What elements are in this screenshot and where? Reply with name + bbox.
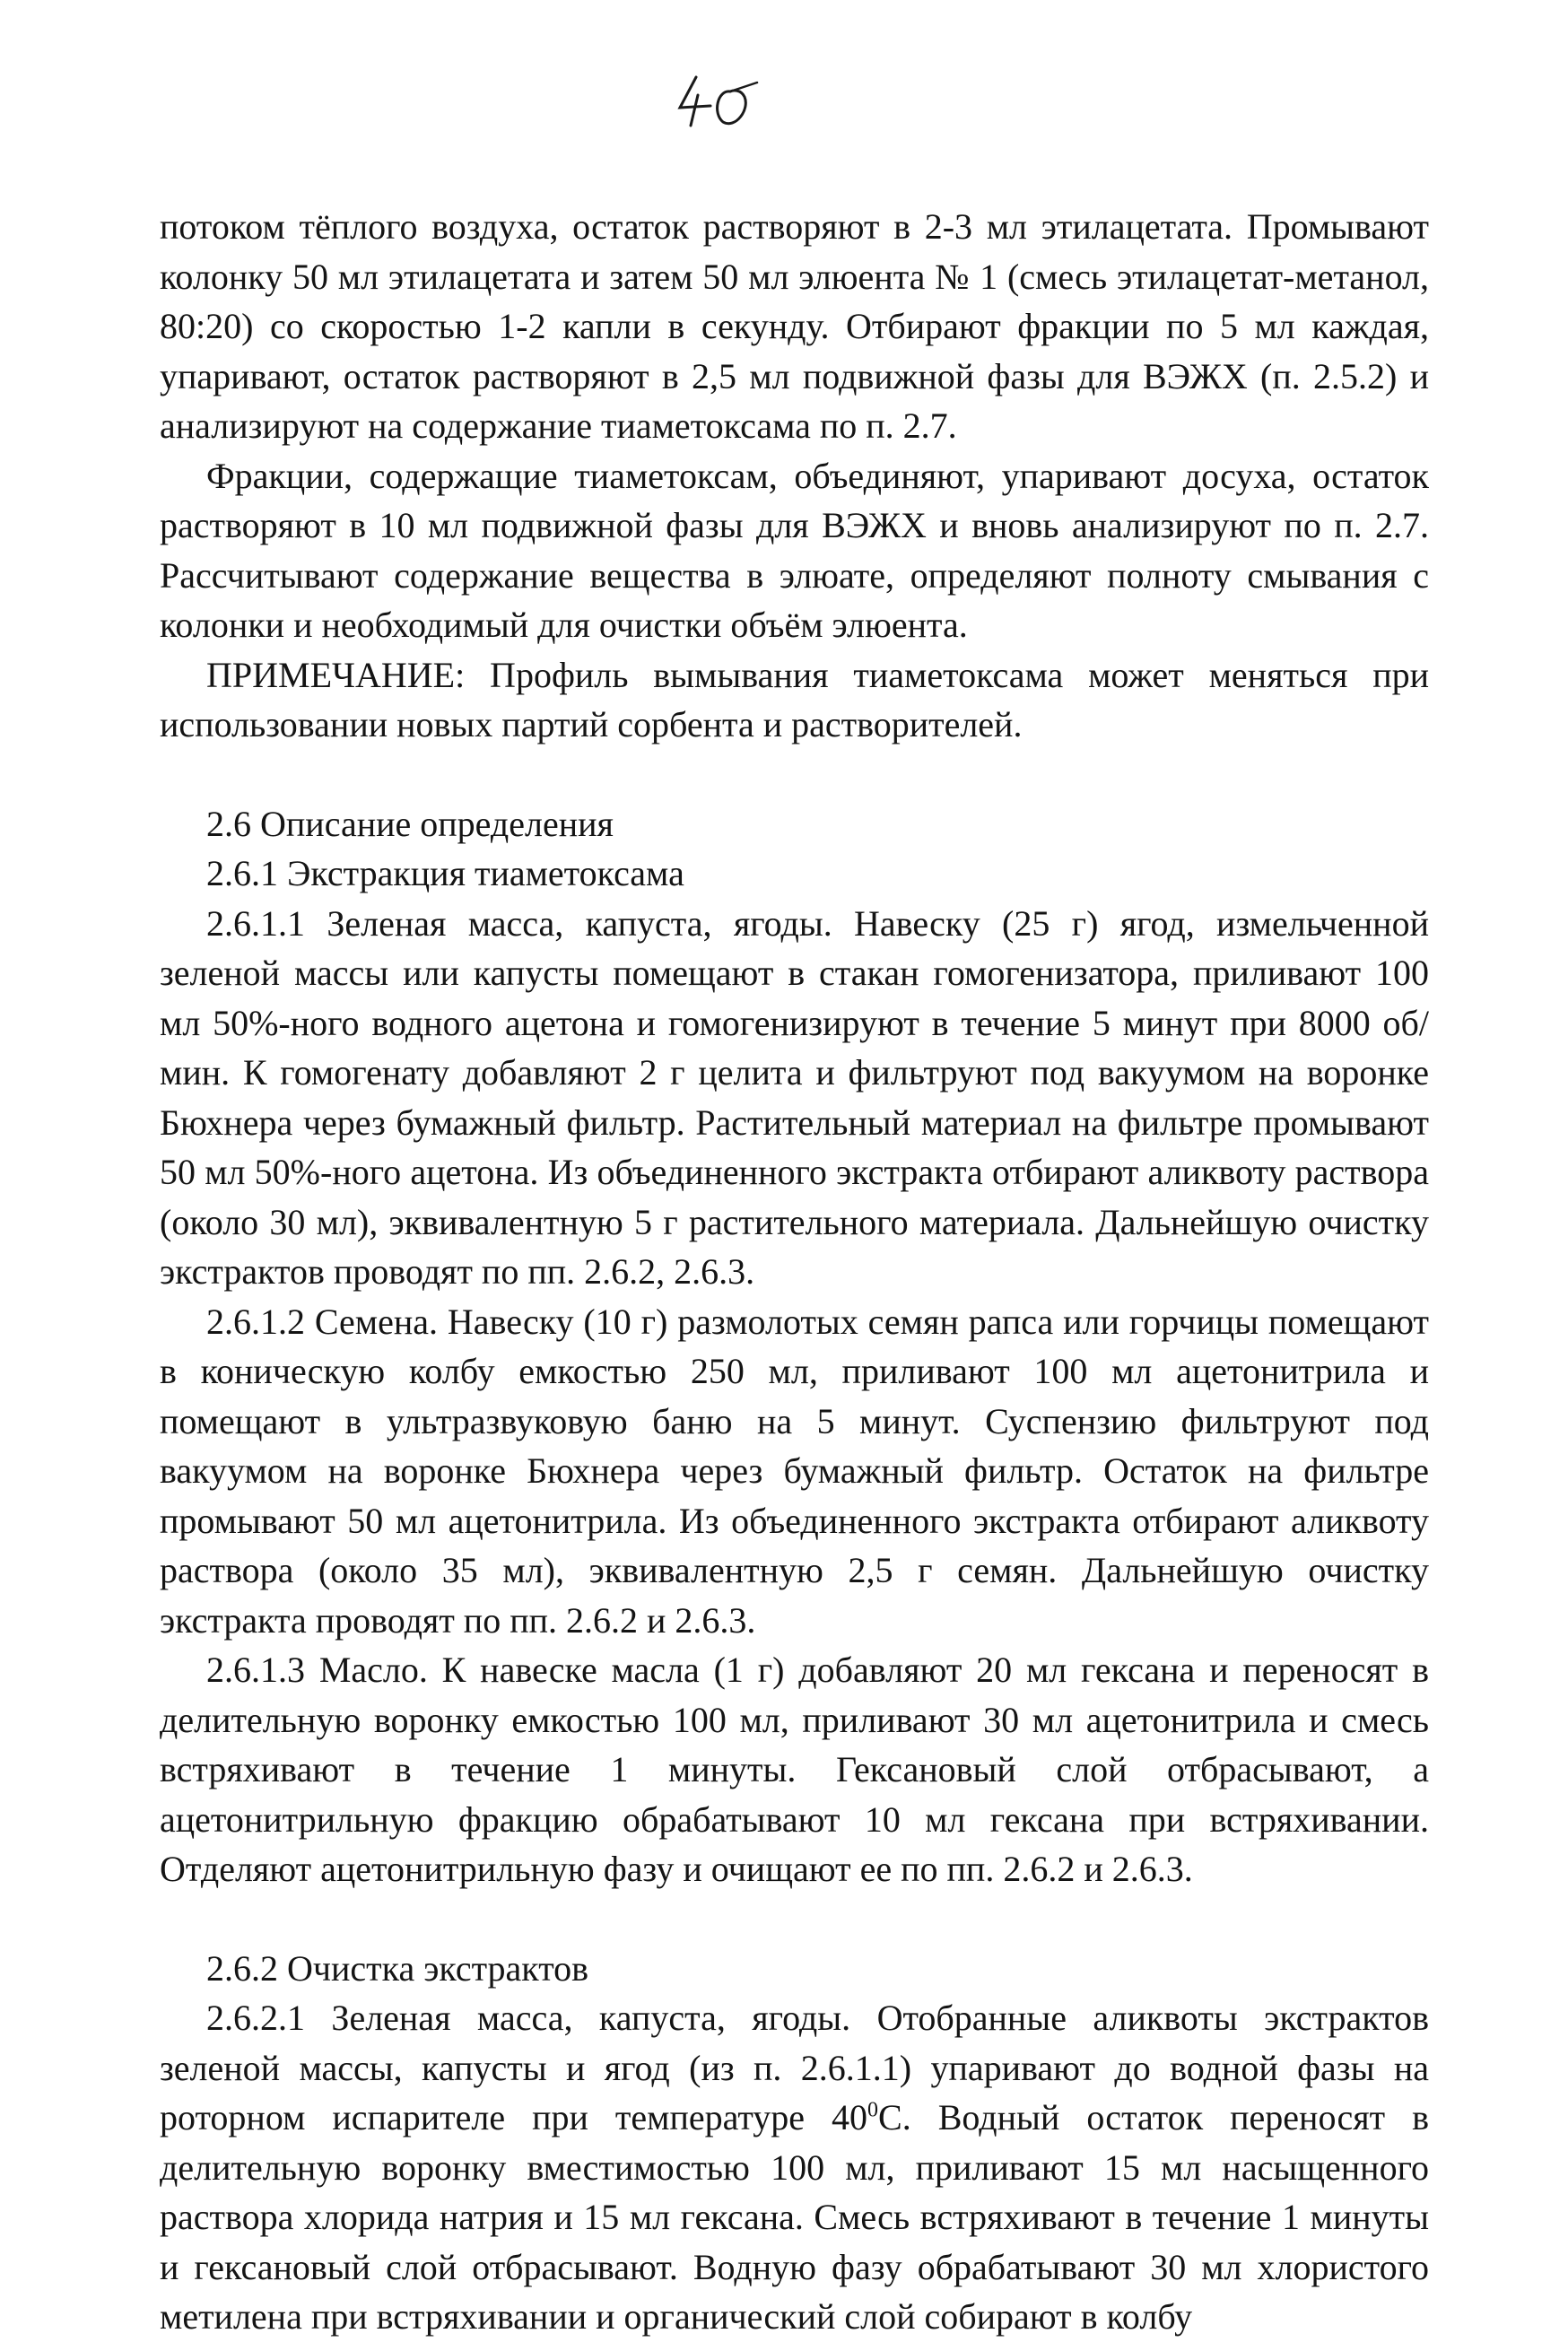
- paragraph-2-6-2-1-part-b: С. Водный остаток переносят в делительную воронку вместимостью 100 мл, приливают 15 мл насыщенного раствора хлорида натрия и 15 мл гексана. Смесь встряхивают в течение 1 минуты и гексановый слой отбрасывают. Водную фазу обрабатывают 30 мл хлористого метилена при встряхивании и органический слой собирают в колбу: [160, 2097, 1429, 2337]
- page-number: [671, 70, 779, 133]
- handwritten-page-number-image: [671, 70, 779, 133]
- section-heading-2-6: 2.6 Описание определения: [206, 803, 614, 844]
- note-paragraph: ПРИМЕЧАНИЕ: Профиль вымывания тиаметоксама может меняться при использовании новых партий сорбента и растворителей.: [160, 654, 1429, 744]
- paragraph-continuation: потоком тёплого воздуха, остаток растворяют в 2-3 мл этилацетата. Промывают колонку 50 мл этилацетата и затем 50 мл элюента № 1 (смесь этилацетат-метанол, 80:20) со скоростью 1-2 капли в секунду. Отбирают фракции по 5 мл каждая, упаривают, остаток растворяют в 2,5 мл подвижной фазы для ВЭЖХ (п. 2.5.2) и анализируют на содержание тиаметоксама по п. 2.7.: [160, 206, 1429, 446]
- degree-superscript: 0: [867, 2098, 879, 2122]
- paragraph-2-6-1-3: 2.6.1.3 Масло. К навеске масла (1 г) добавляют 20 мл гексана и переносят в делительную воронку емкостью 100 мл, приливают 30 мл ацетонитрила и смесь встряхивают в течение 1 минуты. Гексановый слой отбрасывают, а ацетонитрильную фракцию обрабатывают 10 мл гексана при встряхивании. Отделяют ацетонитрильную фазу и очищают ее по пп. 2.6.2 и 2.6.3.: [160, 1650, 1429, 1889]
- section-heading-2-6-2: 2.6.2 Очистка экстрактов: [206, 1947, 589, 1989]
- document-body: [160, 202, 1429, 2342]
- paragraph-2-6-1-2: 2.6.1.2 Семена. Навеску (10 г) размолотых семян рапса или горчицы помещают в коническую колбу емкостью 250 мл, приливают 100 мл ацетонитрила и помещают в ультразвуковую баню на 5 минут. Суспензию фильтруют под вакуумом на воронке Бюхнера через бумажный фильтр. Остаток на фильтре промывают 50 мл ацетонитрила. Из объединенного экстракта отбирают аликвоту раствора (около 35 мл), эквивалентную 2,5 г семян. Дальнейшую очистку экстракта проводят по пп. 2.6.2 и 2.6.3.: [160, 1301, 1429, 1641]
- paragraph-2-6-2-1-part-a: 2.6.2.1 Зеленая масса, капуста, ягоды. Отобранные аликвоты экстрактов зеленой массы, капусты и ягод (из п. 2.6.1.1) упаривают до водной фазы на роторном испарителе при температуре 40: [160, 1998, 1429, 2137]
- paragraph-fractions: Фракции, содержащие тиаметоксам, объединяют, упаривают досуха, остаток растворяют в 10 мл подвижной фазы для ВЭЖХ и вновь анализируют по п. 2.7. Рассчитывают содержание вещества в элюате, определяют полноту смывания с колонки и необходимый для очистки объём элюента.: [160, 455, 1429, 645]
- section-heading-2-6-1: 2.6.1 Экстракция тиаметоксама: [206, 853, 684, 893]
- paragraph-2-6-1-1: 2.6.1.1 Зеленая масса, капуста, ягоды. Навеску (25 г) ягод, измельченной зеленой массы или капусты помещают в стакан гомогенизатора, приливают 100 мл 50%-ного водного ацетона и гомогенизируют в течение 5 минут при 8000 об/мин. К гомогенату добавляют 2 г целита и фильтруют под вакуумом на воронке Бюхнера через бумажный фильтр. Растительный материал на фильтре промывают 50 мл 50%-ного ацетона. Из объединенного экстракта отбирают аликвоту раствора (около 30 мл), эквивалентную 5 г растительного материала. Дальнейшую очистку экстрактов проводят по пп. 2.6.2, 2.6.3.: [160, 902, 1429, 1292]
- paragraph-2-6-2-1: [160, 1993, 1429, 2342]
